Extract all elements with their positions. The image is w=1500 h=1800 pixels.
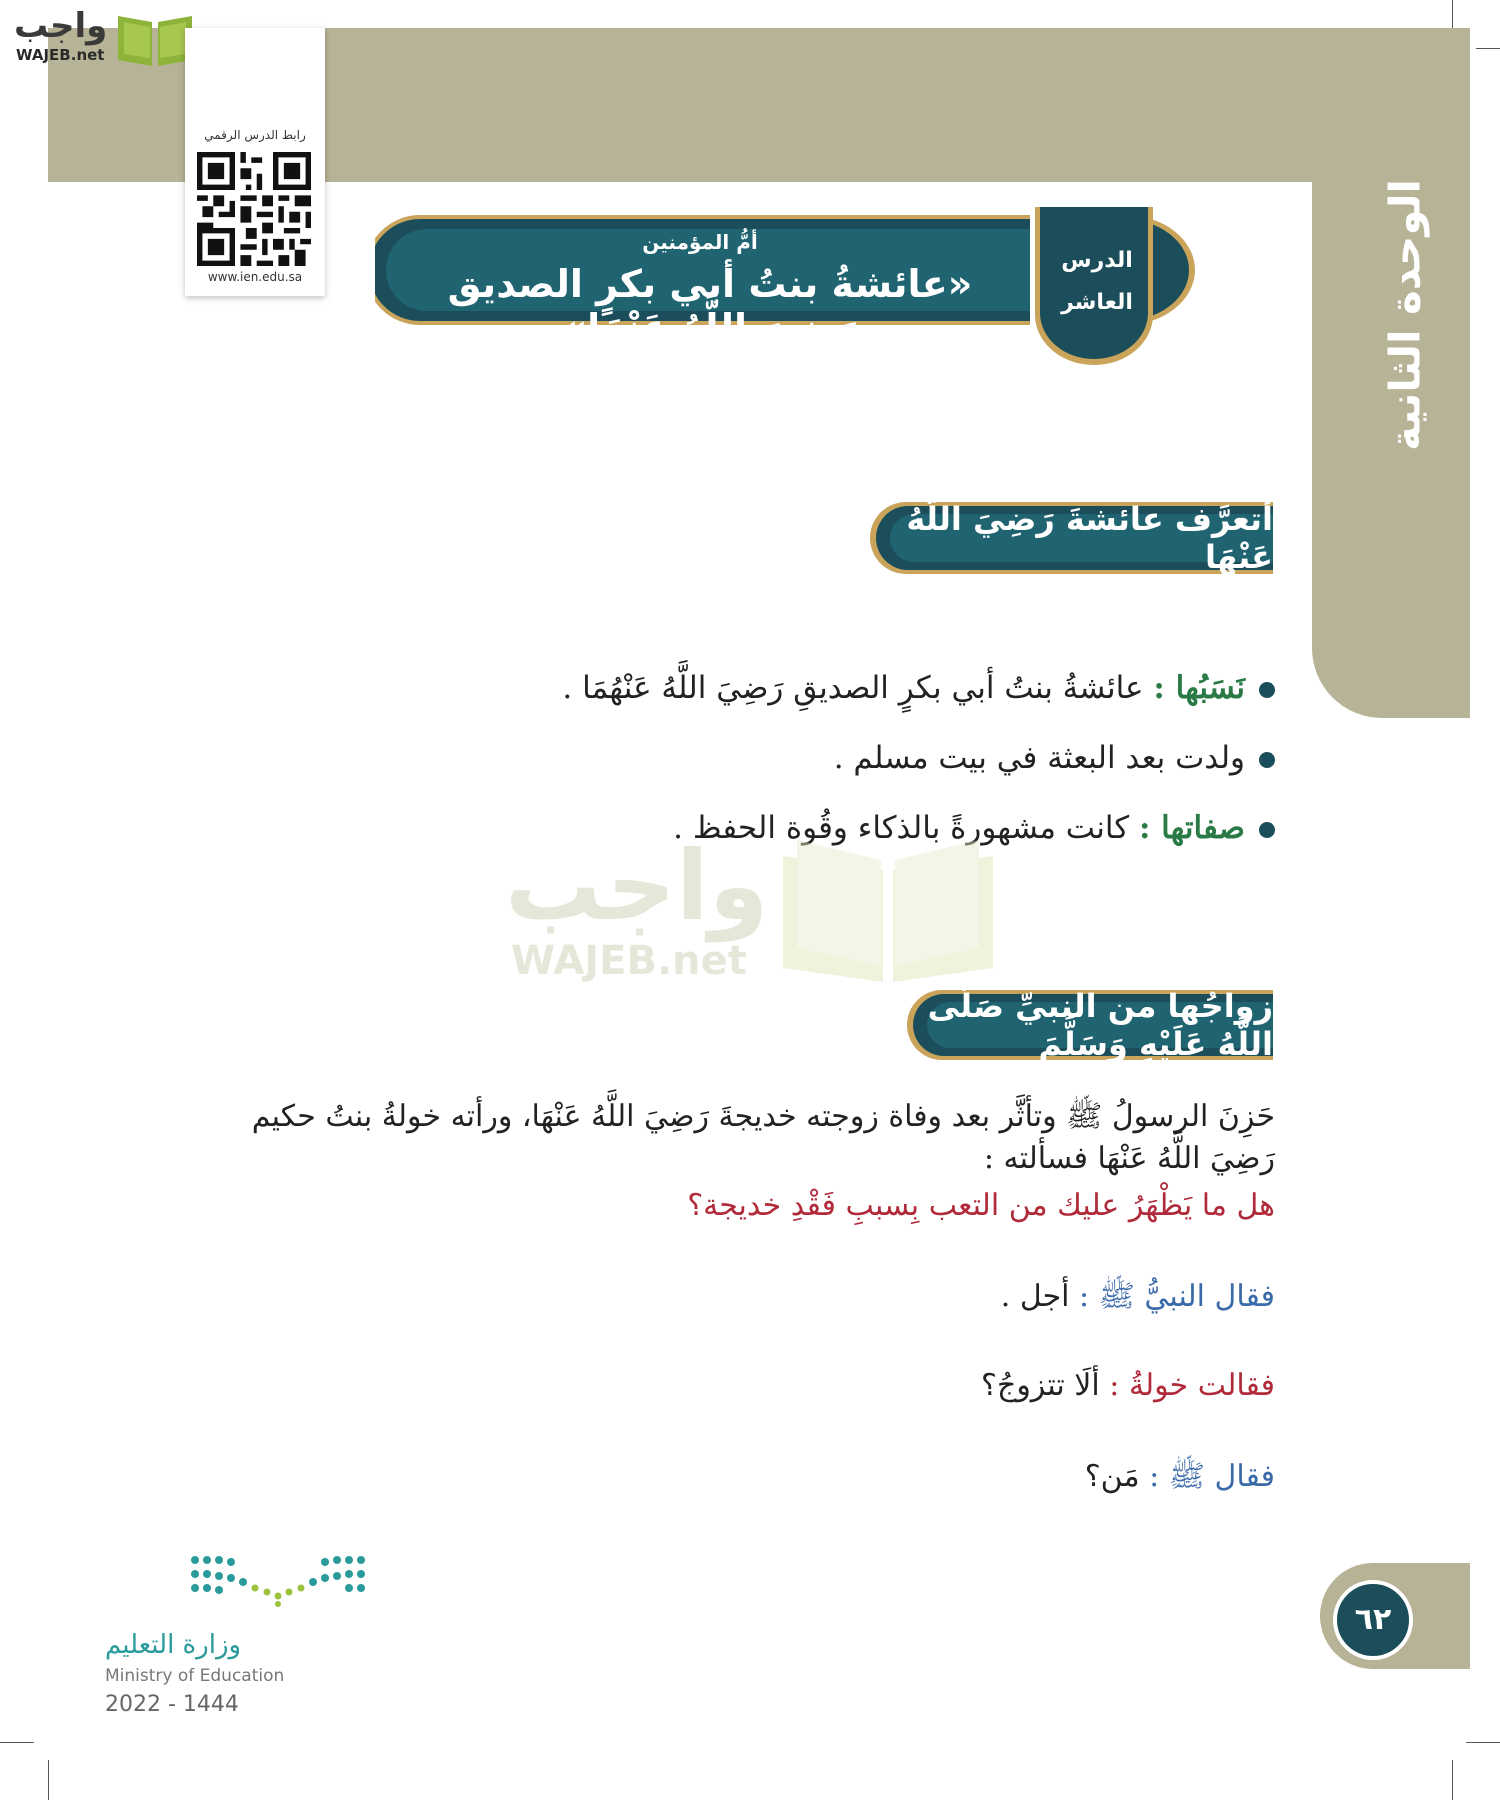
crop-mark	[1452, 1760, 1453, 1800]
ministry-dots-icon	[185, 1550, 375, 1610]
crop-mark	[0, 1742, 34, 1743]
qr-label: رابط الدرس الرقمي	[204, 128, 306, 142]
qr-url[interactable]: www.ien.edu.sa	[207, 270, 303, 284]
bullet-label: نَسَبُها :	[1153, 670, 1245, 706]
lesson-number-line1: الدرس	[1061, 248, 1133, 273]
bullet-text: كانت مشهورةً بالذكاء وقُوة الحفظ .	[673, 810, 1130, 846]
qr-code-icon[interactable]	[197, 152, 311, 266]
dialog-text: ألَا تتزوجُ؟	[981, 1368, 1100, 1403]
wajeb-logo[interactable]	[10, 6, 190, 68]
qr-card[interactable]	[185, 28, 325, 296]
book-icon	[114, 8, 196, 68]
ministry-arabic: وزارة التعليم	[105, 1630, 242, 1660]
bullet-text: عائشةُ بنتُ أبي بكرٍ الصديقِ رَضِيَ اللَّهُ عَنْهُمَا .	[562, 670, 1144, 706]
dialog-speaker: فقال ﷺ :	[1149, 1459, 1275, 1494]
page-number: ٦٢	[1333, 1580, 1413, 1660]
question-line: هل ما يَظْهَرُ عليك من التعب بِسببِ فَقْدِ خديجة؟	[687, 1188, 1275, 1223]
watermark-book-icon	[773, 836, 1003, 986]
lesson-subtitle: أمُّ المؤمنين	[642, 230, 758, 254]
bullet-label: صفاتها :	[1138, 810, 1245, 846]
bullet-text: ولدت بعد البعثة في بيت مسلم .	[833, 740, 1245, 776]
dialog-line	[700, 1458, 1275, 1501]
lesson-number-line2: العاشر	[1061, 290, 1133, 315]
logo-english: WAJEB.net	[16, 46, 105, 64]
crop-mark	[1476, 48, 1500, 49]
lesson-title: «عائشةُ بنتُ أبي بكرٍ الصديق رَضِيَ اللَّهُ عَنْهَا»	[447, 262, 973, 350]
unit-title: الوحدة الثانية	[1380, 179, 1430, 451]
bullet-dot-icon	[1259, 752, 1275, 768]
section-heading-marriage	[905, 988, 1273, 1062]
dialog-speaker: فقالت خولةُ :	[1109, 1368, 1275, 1403]
logo-arabic: واجب	[14, 6, 108, 46]
bullet-dot-icon	[1259, 682, 1275, 698]
bullet-dot-icon	[1259, 822, 1275, 838]
dialog-line	[700, 1278, 1275, 1321]
dialog-text: أجل .	[1000, 1279, 1070, 1314]
lesson-number	[1048, 240, 1146, 324]
intro-paragraph: حَزِنَ الرسولُ ﷺ وتأثَّر بعد وفاة زوجته خديجةَ رَضِيَ اللَّهُ عَنْهَا، ورأته خولةُ بنتُ حكيم رَضِيَ اللَّهُ عَنْهَا فسألته :	[251, 1099, 1275, 1176]
watermark-english: WAJEB.net	[511, 938, 747, 984]
dialog-line	[700, 1368, 1275, 1403]
ministry-english: Ministry of Education	[105, 1666, 285, 1686]
section1-heading-text: أتعرَّف عائشةَ رَضِيَ اللَّهُ عَنْهَا	[906, 500, 1273, 576]
dialog-speaker: فقال النبيُّ ﷺ :	[1079, 1279, 1275, 1314]
watermark-arabic: واجب	[505, 830, 769, 942]
ministry-logo	[95, 1550, 375, 1720]
crop-mark	[1452, 0, 1453, 28]
section2-heading-text: زواجُها من النبيِّ صَلَّى اللَّهُ عَلَيْهِ وَسَلَّمَ	[927, 987, 1273, 1063]
crop-mark	[48, 1760, 49, 1800]
list-item	[560, 660, 1275, 730]
edition-year: 2022 - 1444	[105, 1692, 239, 1717]
band-corner	[1282, 182, 1312, 212]
watermark	[505, 830, 1005, 1000]
section-heading-know-aisha	[868, 500, 1273, 576]
list-item	[560, 730, 1275, 800]
crop-mark	[1466, 1742, 1500, 1743]
dialog-text: مَن؟	[1084, 1459, 1140, 1494]
